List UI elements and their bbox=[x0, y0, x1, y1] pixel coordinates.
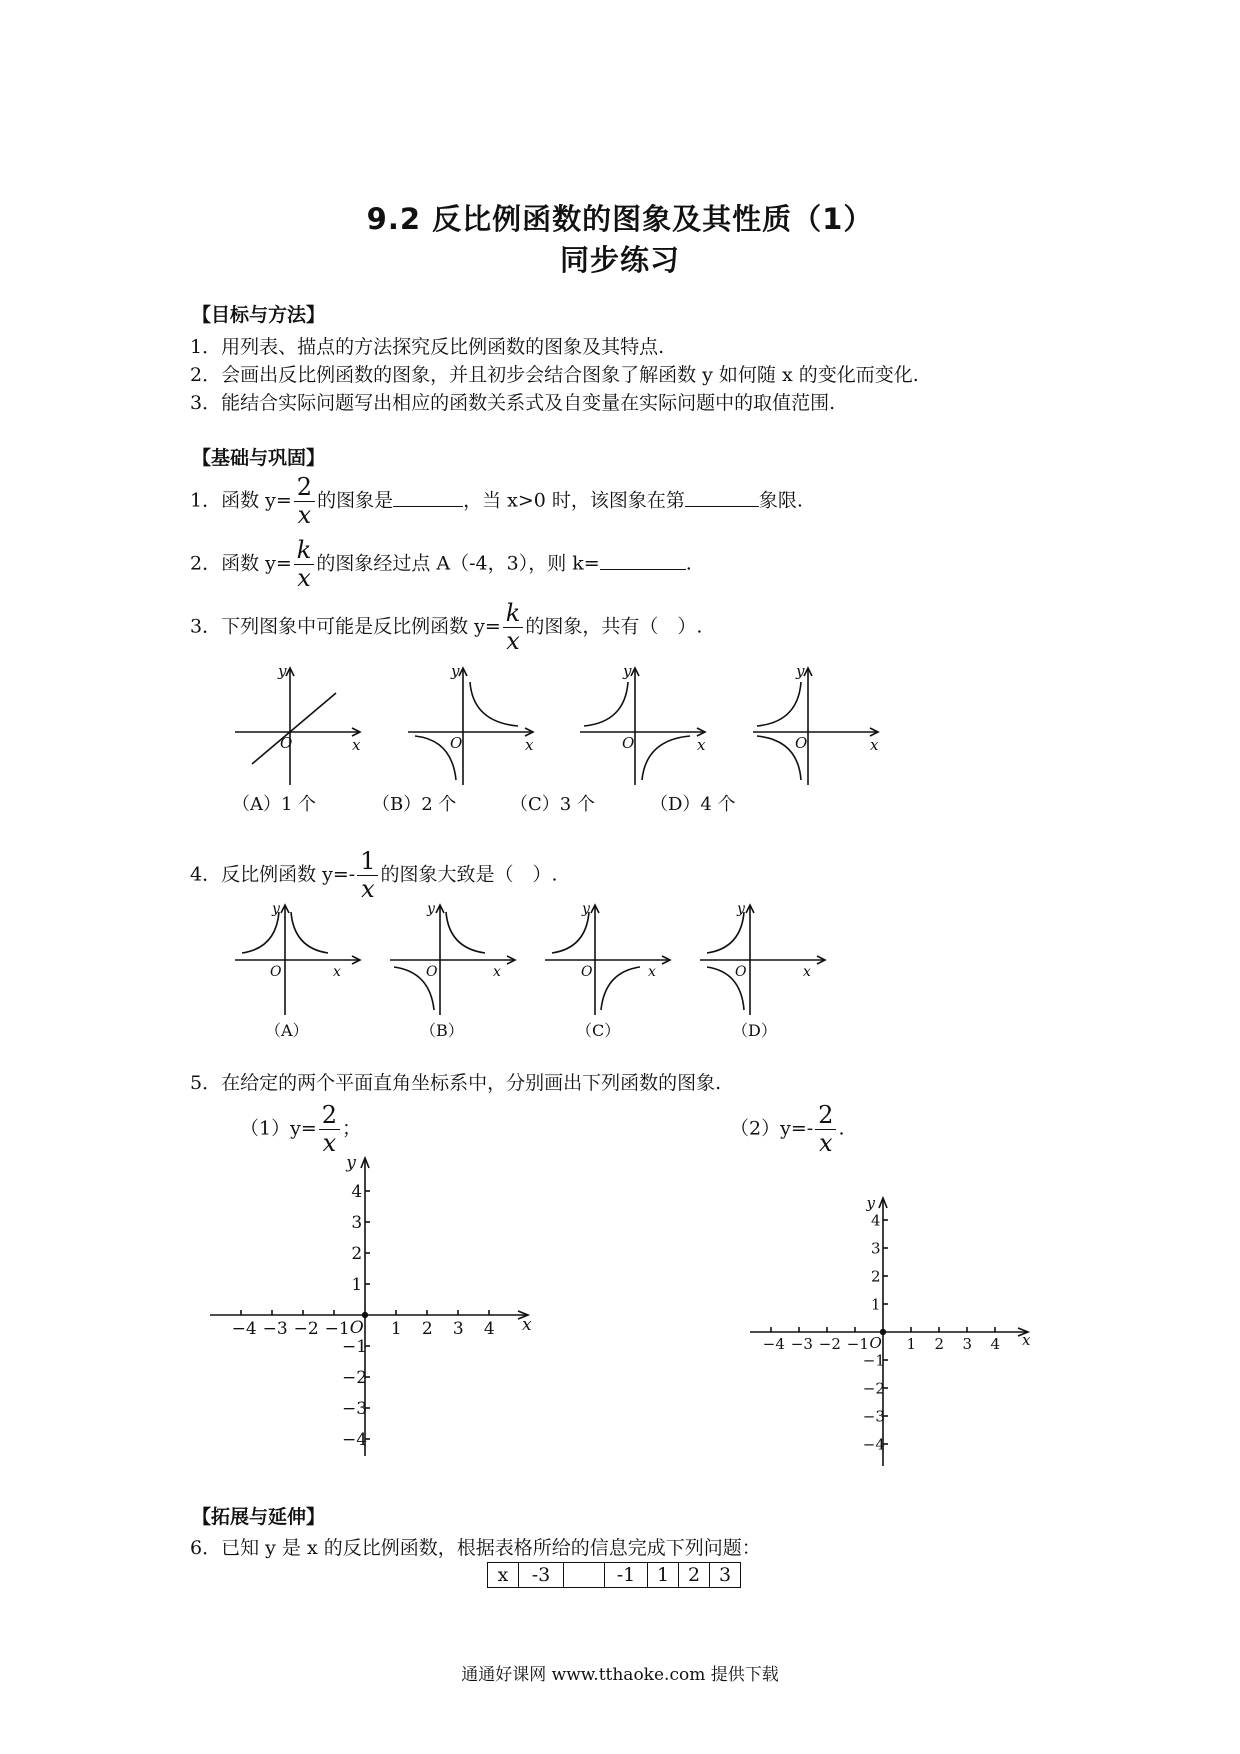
fraction: $\frac{k}{x}$ bbox=[503, 600, 524, 655]
y-tick-label: 3 bbox=[871, 1239, 881, 1258]
origin-label: O bbox=[869, 1334, 882, 1352]
y-tick-label: −1 bbox=[862, 1351, 885, 1370]
question-6: 6．已知 y 是 x 的反比例函数，根据表格所给的信息完成下列问题： bbox=[190, 1537, 761, 1559]
svg-text:y: y bbox=[623, 662, 632, 680]
svg-text:x: x bbox=[803, 964, 811, 980]
option-a[interactable]: （A）1 个 bbox=[232, 794, 317, 815]
x-tick-label: 2 bbox=[934, 1335, 945, 1353]
coordinate-plane-1[interactable] bbox=[200, 1150, 540, 1460]
page-subtitle: 同步练习 bbox=[559, 243, 680, 277]
y-tick-label: 2 bbox=[871, 1267, 881, 1286]
answer-blank[interactable] bbox=[393, 488, 463, 507]
svg-text:y: y bbox=[796, 662, 805, 680]
table-cell: 1 bbox=[648, 1563, 679, 1588]
x-tick-label: −1 bbox=[846, 1335, 869, 1353]
y-tick-label: −4 bbox=[342, 1429, 368, 1450]
goals-heading: 【目标与方法】 bbox=[192, 304, 326, 326]
option-b[interactable]: （B） bbox=[420, 1021, 464, 1040]
x-tick-label: 4 bbox=[990, 1335, 1001, 1353]
question-5-part-2: （2）y=- $\frac{2}{x}$ . bbox=[730, 1101, 845, 1157]
goal-item: 1．用列表、描点的方法探究反比例函数的图象及其特点. bbox=[190, 336, 665, 358]
svg-text:O: O bbox=[795, 734, 808, 752]
x-tick-label: 2 bbox=[421, 1319, 433, 1339]
y-axis-label: y bbox=[866, 1194, 875, 1212]
option-c[interactable]: （C）3 个 bbox=[510, 794, 595, 815]
y-tick-label: −3 bbox=[342, 1398, 368, 1419]
option-d[interactable]: （D） bbox=[732, 1021, 777, 1040]
svg-text:x: x bbox=[870, 736, 879, 754]
q3-graphs bbox=[230, 660, 890, 790]
fraction: $\frac{2}{x}$ bbox=[815, 1102, 836, 1157]
x-tick-label: −2 bbox=[293, 1319, 319, 1339]
y-tick-label: 1 bbox=[871, 1295, 881, 1314]
x-tick-label: 3 bbox=[962, 1335, 973, 1353]
goal-item: 3．能结合实际问题写出相应的函数关系式及自变量在实际问题中的取值范围. bbox=[190, 392, 836, 414]
answer-blank[interactable] bbox=[600, 551, 686, 570]
y-tick-label: 4 bbox=[351, 1181, 363, 1202]
option-a[interactable]: （A） bbox=[265, 1021, 309, 1040]
question-2: 2．函数 y= $\frac{k}{x}$ 的图象经过点 A（-4，3），则 k= . bbox=[190, 536, 692, 592]
fraction: $\frac{k}{x}$ bbox=[294, 537, 315, 592]
svg-text:O: O bbox=[581, 964, 593, 980]
svg-text:O: O bbox=[270, 964, 282, 980]
y-tick-label: 2 bbox=[351, 1243, 363, 1264]
page-title: 9.2 反比例函数的图象及其性质（1） bbox=[366, 202, 874, 236]
svg-text:x: x bbox=[525, 736, 534, 754]
option-d[interactable]: （D）4 个 bbox=[650, 794, 736, 815]
x-tick-label: −4 bbox=[762, 1335, 785, 1353]
table-cell: x bbox=[488, 1563, 519, 1588]
question-5-part-1: （1）y= $\frac{2}{x}$ ； bbox=[240, 1101, 362, 1157]
question-5: 5．在给定的两个平面直角坐标系中，分别画出下列函数的图象. bbox=[190, 1072, 722, 1094]
question-1: 1．函数 y= $\frac{2}{x}$ 的图象是 ，当 x>0 时，该图象在第 象限. bbox=[190, 473, 803, 529]
fraction: $\frac{2}{x}$ bbox=[319, 1102, 340, 1157]
svg-text:y: y bbox=[582, 901, 590, 917]
x-axis-label: x bbox=[1022, 1331, 1031, 1349]
option-b[interactable]: （B）2 个 bbox=[372, 794, 457, 815]
y-tick-label: −1 bbox=[342, 1336, 368, 1357]
svg-text:y: y bbox=[272, 901, 280, 917]
svg-text:O: O bbox=[735, 964, 747, 980]
x-tick-label: −3 bbox=[790, 1335, 813, 1353]
fraction: $\frac{2}{x}$ bbox=[294, 474, 315, 529]
svg-text:O: O bbox=[622, 734, 635, 752]
option-c[interactable]: （C） bbox=[576, 1021, 621, 1040]
y-tick-label: 4 bbox=[871, 1211, 881, 1230]
table-cell[interactable] bbox=[564, 1563, 605, 1588]
x-axis-label: x bbox=[352, 736, 361, 754]
x-tick-label: −4 bbox=[231, 1319, 257, 1339]
y-tick-label: −4 bbox=[862, 1435, 885, 1454]
table-cell: -3 bbox=[519, 1563, 564, 1588]
svg-text:O: O bbox=[426, 964, 438, 980]
origin-label: O bbox=[349, 1318, 364, 1338]
x-tick-label: 4 bbox=[483, 1319, 495, 1339]
x-tick-label: −2 bbox=[818, 1335, 841, 1353]
svg-text:y: y bbox=[451, 662, 460, 680]
y-axis-label: y bbox=[346, 1153, 356, 1173]
extension-heading: 【拓展与延伸】 bbox=[192, 1506, 326, 1528]
question-3: 3．下列图象中可能是反比例函数 y= $\frac{k}{x}$ 的图象，共有（ ）. bbox=[190, 599, 703, 655]
y-tick-label: −2 bbox=[342, 1367, 368, 1388]
table-cell: -1 bbox=[605, 1563, 648, 1588]
goal-item: 2．会画出反比例函数的图象，并且初步会结合图象了解函数 y 如何随 x 的变化而变化. bbox=[190, 364, 919, 386]
svg-text:x: x bbox=[648, 964, 656, 980]
x-tick-label: −1 bbox=[324, 1319, 350, 1339]
fraction: $\frac{1}{x}$ bbox=[357, 848, 378, 903]
origin-dot bbox=[363, 1313, 368, 1318]
x-tick-label: 1 bbox=[906, 1335, 917, 1353]
answer-blank[interactable] bbox=[685, 488, 759, 507]
page-footer: 通通好课网 www.tthaoke.com 提供下载 bbox=[461, 1665, 779, 1685]
x-tick-label: −3 bbox=[262, 1319, 288, 1339]
svg-text:y: y bbox=[427, 901, 435, 917]
y-tick-label: −3 bbox=[862, 1407, 885, 1426]
question-4: 4．反比例函数 y=- $\frac{1}{x}$ 的图象大致是（ ）. bbox=[190, 847, 558, 903]
svg-text:x: x bbox=[333, 964, 341, 980]
x-tick-label: 3 bbox=[452, 1319, 464, 1339]
y-axis-label: y bbox=[278, 662, 287, 680]
table-cell: 2 bbox=[679, 1563, 710, 1588]
basics-heading: 【基础与巩固】 bbox=[192, 447, 326, 469]
y-tick-label: 1 bbox=[351, 1274, 363, 1295]
svg-text:y: y bbox=[737, 901, 745, 917]
y-tick-label: −2 bbox=[862, 1379, 885, 1398]
svg-text:O: O bbox=[450, 734, 463, 752]
svg-text:x: x bbox=[493, 964, 501, 980]
x-tick-label: 1 bbox=[390, 1319, 402, 1339]
x-axis-label: x bbox=[522, 1315, 532, 1335]
value-table bbox=[487, 1562, 741, 1588]
table-cell: 3 bbox=[710, 1563, 741, 1588]
coordinate-plane-2[interactable] bbox=[740, 1190, 1040, 1470]
origin-label: O bbox=[280, 734, 293, 752]
y-tick-label: 3 bbox=[351, 1212, 363, 1233]
svg-text:x: x bbox=[697, 736, 706, 754]
q4-graphs bbox=[230, 900, 830, 1020]
